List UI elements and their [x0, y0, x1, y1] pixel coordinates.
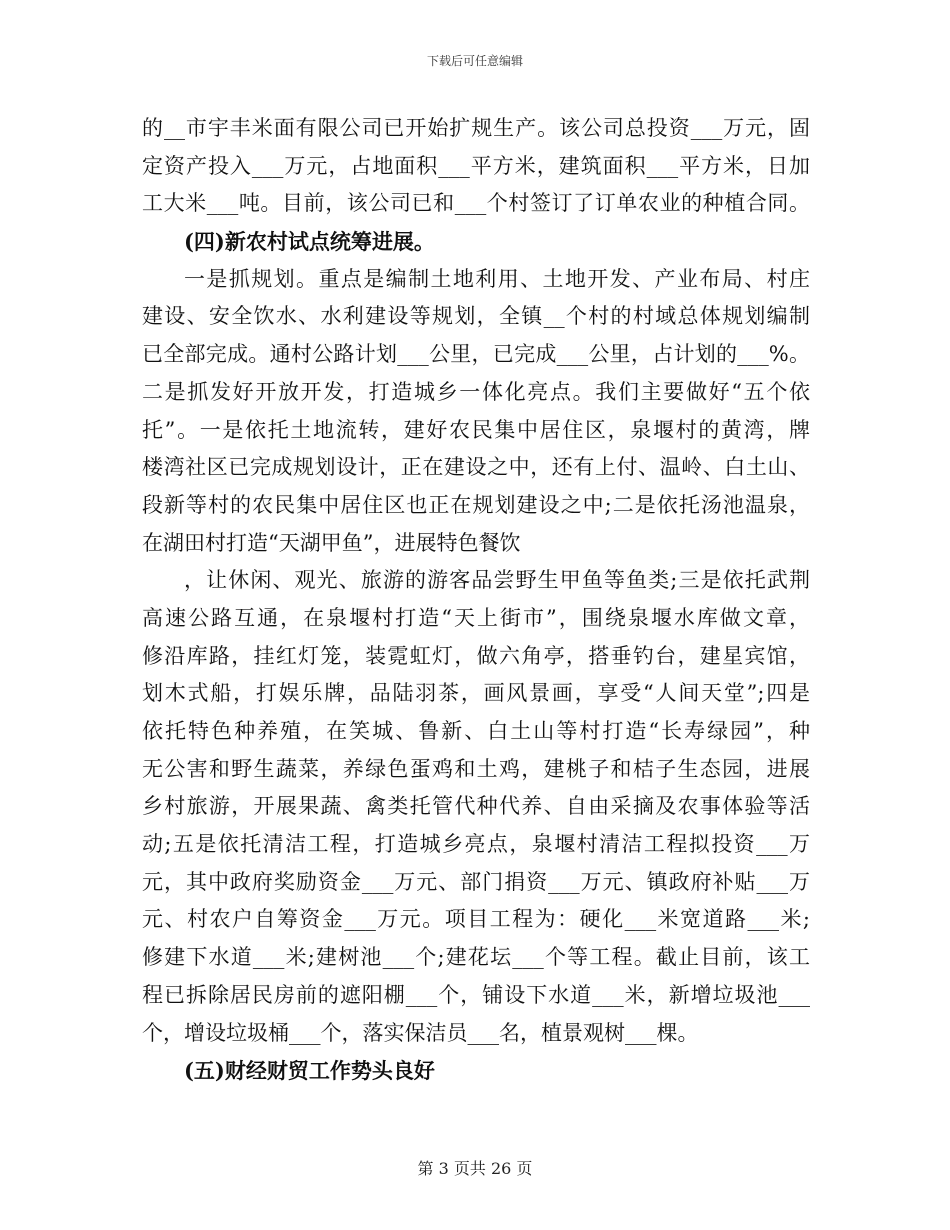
text-line: 元，其中政府奖励资金___万元、部门捐资___万元、镇政府补贴___万 — [142, 869, 810, 894]
text-line: 依托特色种养殖，在笑城、鲁新、白土山等村打造“长寿绿园”，种 — [142, 719, 810, 743]
text-line: 动;五是依托清洁工程，打造城乡亮点，泉堰村清洁工程拟投资___万 — [142, 832, 810, 857]
text-line: 修建下水道___米;建树池___个;建花坛___个等工程。截止目前，该工 — [142, 945, 810, 970]
text-line: 在湖田村打造“天湖甲鱼”，进展特色餐饮 — [142, 530, 521, 555]
text-line: 建设、安全饮水、水利建设等规划，全镇__个村的村域总体规划编制 — [142, 304, 810, 329]
text-line: 楼湾社区已完成规划设计，正在建设之中，还有上付、温岭、白土山、 — [142, 455, 810, 480]
text-line: 修沿库路，挂红灯笼，装霓虹灯，做六角亭，搭垂钓台，建星宾馆， — [142, 643, 810, 668]
document-body — [142, 110, 810, 1090]
text-line: 已全部完成。通村公路计划___公里，已完成___公里，占计划的___%。 — [142, 342, 810, 367]
text-line: 一是抓规划。重点是编制土地利用、土地开发、产业布局、村庄 — [184, 266, 810, 291]
text-line: 划木式船，打娱乐牌，品陆羽茶，画风景画，享受“人间天堂”;四是 — [142, 681, 810, 706]
text-line: 元、村农户自筹资金___万元。项目工程为：硬化___米宽道路___米; — [142, 907, 810, 932]
text-line: 的__市宇丰米面有限公司已开始扩规生产。该公司总投资___万元，固 — [142, 116, 810, 140]
text-line: 乡村旅游，开展果蔬、禽类托管代种代养、自由采摘及农事体验等活 — [142, 794, 810, 819]
text-line: 托”。一是依托土地流转，建好农民集中居住区，泉堰村的黄湾，牌 — [142, 417, 810, 442]
page-header: 下载后可任意编辑 — [426, 54, 523, 68]
text-line: ，让休闲、观光、旅游的游客品尝野生甲鱼等鱼类;三是依托武荆 — [184, 568, 810, 593]
text-line: 段新等村的农民集中居住区也正在规划建设之中;二是依托汤池温泉， — [142, 492, 810, 517]
section-heading: (四)新农村试点统筹进展。 — [184, 229, 435, 255]
text-line: 工大米___吨。目前，该公司已和___个村签订了订单农业的种植合同。 — [142, 191, 810, 216]
text-line: 程已拆除居民房前的遮阳棚___个，铺设下水道___米，新增垃圾池___ — [142, 982, 810, 1007]
text-line: 高速公路互通，在泉堰村打造“天上街市”，围绕泉堰水库做文章， — [142, 605, 810, 630]
text-line: 定资产投入___万元，占地面积___平方米，建筑面积___平方米，日加 — [142, 153, 810, 178]
text-line: 无公害和野生蔬菜，养绿色蛋鸡和土鸡，建桃子和桔子生态园，进展 — [142, 756, 810, 781]
page-footer: 第 3 页共 26 页 — [417, 1159, 533, 1178]
text-line: 二是抓发好开放开发，打造城乡一体化亮点。我们主要做好“五个依 — [142, 379, 810, 404]
section-heading: (五)财经财贸工作势头良好 — [184, 1058, 435, 1084]
text-line: 个，增设垃圾桶___个，落实保洁员___名，植景观树___棵。 — [142, 1020, 699, 1045]
